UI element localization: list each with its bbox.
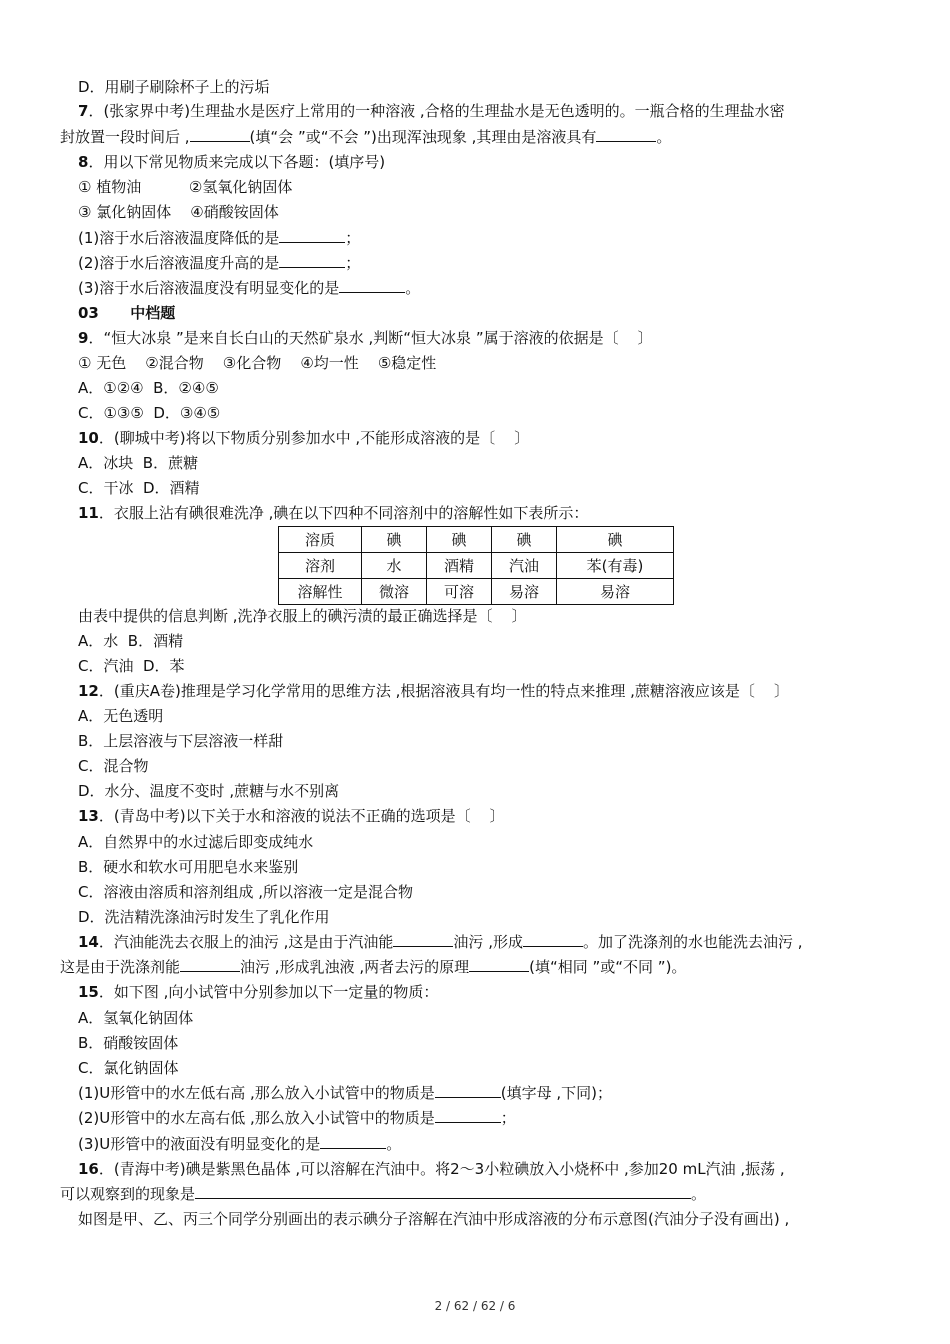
q10-choices-cd: C．干冰 D．酒精 bbox=[78, 479, 200, 497]
q15-sub1: (1)U形管中的水左低右高 ,那么放入小试管中的物质是 (填字母 ,下同)； bbox=[78, 1084, 613, 1102]
q12-choice-d: D．水分、温度不变时 ,蔗糖与水不别离 bbox=[78, 782, 340, 800]
question-16-line2: 可以观察到的现象是 。 bbox=[60, 1185, 707, 1203]
q8-sub2: (2)溶于水后溶液温度升高的是 ； bbox=[78, 254, 361, 272]
answer-blank[interactable] bbox=[596, 127, 656, 142]
question-16-line1: 16．(青海中考)碘是紫黑色晶体 ,可以溶解在汽油中。将2～3小粒碘放入小烧杯中 ,参加20 mL汽油 ,振荡 , bbox=[78, 1160, 785, 1178]
question-12: 12．(重庆A卷)推理是学习化学常用的思维方法 ,根据溶液具有均一性的特点来推理 ,蔗糖溶液应该是〔 〕 bbox=[78, 682, 789, 700]
answer-blank[interactable] bbox=[393, 932, 453, 947]
table-row bbox=[279, 553, 674, 579]
q8-sub1: (1)溶于水后溶液温度降低的是 ； bbox=[78, 229, 361, 247]
table-cell: 碘 bbox=[492, 527, 557, 553]
question-11: 11．衣服上沾有碘很难洗净 ,碘在以下四种不同溶剂中的溶解性如下表所示： bbox=[78, 504, 589, 522]
table-row bbox=[279, 579, 674, 605]
q13-choice-a: A．自然界中的水过滤后即变成纯水 bbox=[78, 833, 314, 851]
q9-choices-cd: C．①③⑤ D．③④⑤ bbox=[78, 404, 221, 422]
table-cell: 溶剂 bbox=[279, 553, 362, 579]
table-cell: 水 bbox=[362, 553, 427, 579]
q15-sub2: (2)U形管中的水左高右低 ,那么放入小试管中的物质是 ； bbox=[78, 1109, 516, 1127]
q8-options-1: ① 植物油 ②氢氧化钠固体 bbox=[78, 178, 293, 196]
q15-item-a: A．氢氧化钠固体 bbox=[78, 1009, 194, 1027]
table-cell: 苯(有毒) bbox=[557, 553, 674, 579]
option-d-q6: D．用刷子刷除杯子上的污垢 bbox=[78, 78, 270, 96]
q13-choice-d: D．洗洁精洗涤油污时发生了乳化作用 bbox=[78, 908, 330, 926]
question-16-figure-text: 如图是甲、乙、丙三个同学分别画出的表示碘分子溶解在汽油中形成溶液的分布示意图(汽油分子没有画出) , bbox=[78, 1210, 790, 1228]
q12-choice-a: A．无色透明 bbox=[78, 707, 164, 725]
question-13: 13．(青岛中考)以下关于水和溶液的说法不正确的选项是〔 〕 bbox=[78, 807, 505, 825]
q10-choices-ab: A．冰块 B．蔗糖 bbox=[78, 454, 199, 472]
q8-options-2: ③ 氯化钠固体 ④硝酸铵固体 bbox=[78, 203, 279, 221]
answer-blank[interactable] bbox=[339, 278, 405, 293]
question-15: 15．如下图 ,向小试管中分别参加以下一定量的物质： bbox=[78, 983, 439, 1001]
q8-sub3: (3)溶于水后溶液温度没有明显变化的是 。 bbox=[78, 279, 421, 297]
table-cell: 碘 bbox=[427, 527, 492, 553]
table-cell: 碘 bbox=[362, 527, 427, 553]
q12-choice-c: C．混合物 bbox=[78, 757, 149, 775]
answer-blank[interactable] bbox=[469, 957, 529, 972]
q15-item-b: B．硝酸铵固体 bbox=[78, 1034, 179, 1052]
table-cell: 汽油 bbox=[492, 553, 557, 579]
table-cell: 可溶 bbox=[427, 579, 492, 605]
question-8: 8．用以下常见物质来完成以下各题：(填序号) bbox=[78, 153, 386, 171]
q9-items: ① 无色 ②混合物 ③化合物 ④均一性 ⑤稳定性 bbox=[78, 354, 437, 372]
q11-choices-cd: C．汽油 D．苯 bbox=[78, 657, 185, 675]
q13-choice-b: B．硬水和软水可用肥皂水来鉴别 bbox=[78, 858, 299, 876]
table-row bbox=[279, 527, 674, 553]
table-cell: 微溶 bbox=[362, 579, 427, 605]
question-14-line2: 这是由于洗涤剂能 油污 ,形成乳浊液 ,两者去污的原理 (填“相同 ”或“不同 ”)。 bbox=[60, 958, 687, 976]
table-cell: 溶质 bbox=[279, 527, 362, 553]
question-14-line1: 14．汽油能洗去衣服上的油污 ,这是由于汽油能 油污 ,形成 。加了洗涤剂的水也能洗去油污 , bbox=[78, 933, 803, 951]
q11-prompt: 由表中提供的信息判断 ,洗净衣服上的碘污渍的最正确选择是〔 〕 bbox=[78, 607, 527, 625]
table-cell: 易溶 bbox=[492, 579, 557, 605]
q12-choice-b: B．上层溶液与下层溶液一样甜 bbox=[78, 732, 284, 750]
question-9: 9．“恒大冰泉 ”是来自长白山的天然矿泉水 ,判断“恒大冰泉 ”属于溶液的依据是〔 〕 bbox=[78, 329, 653, 347]
table-cell: 碘 bbox=[557, 527, 674, 553]
answer-blank[interactable] bbox=[279, 253, 345, 268]
answer-blank[interactable] bbox=[320, 1134, 386, 1149]
q13-choice-c: C．溶液由溶质和溶剂组成 ,所以溶液一定是混合物 bbox=[78, 883, 414, 901]
q9-choices-ab: A．①②④ B．②④⑤ bbox=[78, 379, 219, 397]
answer-blank[interactable] bbox=[435, 1083, 501, 1098]
table-cell: 易溶 bbox=[557, 579, 674, 605]
question-7-line1: 7．(张家界中考)生理盐水是医疗上常用的一种溶液 ,合格的生理盐水是无色透明的。一瓶合格的生理盐水密 bbox=[78, 102, 785, 120]
solubility-table bbox=[278, 526, 674, 605]
q15-sub3: (3)U形管中的液面没有明显变化的是 。 bbox=[78, 1135, 402, 1153]
answer-blank[interactable] bbox=[195, 1184, 691, 1199]
page-footer: 2 / 62 / 62 / 6 bbox=[434, 1299, 516, 1313]
section-heading: 03 中档题 bbox=[78, 304, 176, 322]
table-cell: 溶解性 bbox=[279, 579, 362, 605]
q15-item-c: C．氯化钠固体 bbox=[78, 1059, 179, 1077]
question-7-line2: 封放置一段时间后 , (填“会 ”或“不会 ”)出现浑浊现象 ,其理由是溶液具有 。 bbox=[60, 128, 672, 146]
answer-blank[interactable] bbox=[279, 228, 345, 243]
answer-blank[interactable] bbox=[180, 957, 240, 972]
answer-blank[interactable] bbox=[435, 1108, 501, 1123]
q11-choices-ab: A．水 B．酒精 bbox=[78, 632, 184, 650]
answer-blank[interactable] bbox=[523, 932, 583, 947]
table-cell: 酒精 bbox=[427, 553, 492, 579]
answer-blank[interactable] bbox=[190, 127, 250, 142]
question-10: 10．(聊城中考)将以下物质分别参加水中 ,不能形成溶液的是〔 〕 bbox=[78, 429, 530, 447]
